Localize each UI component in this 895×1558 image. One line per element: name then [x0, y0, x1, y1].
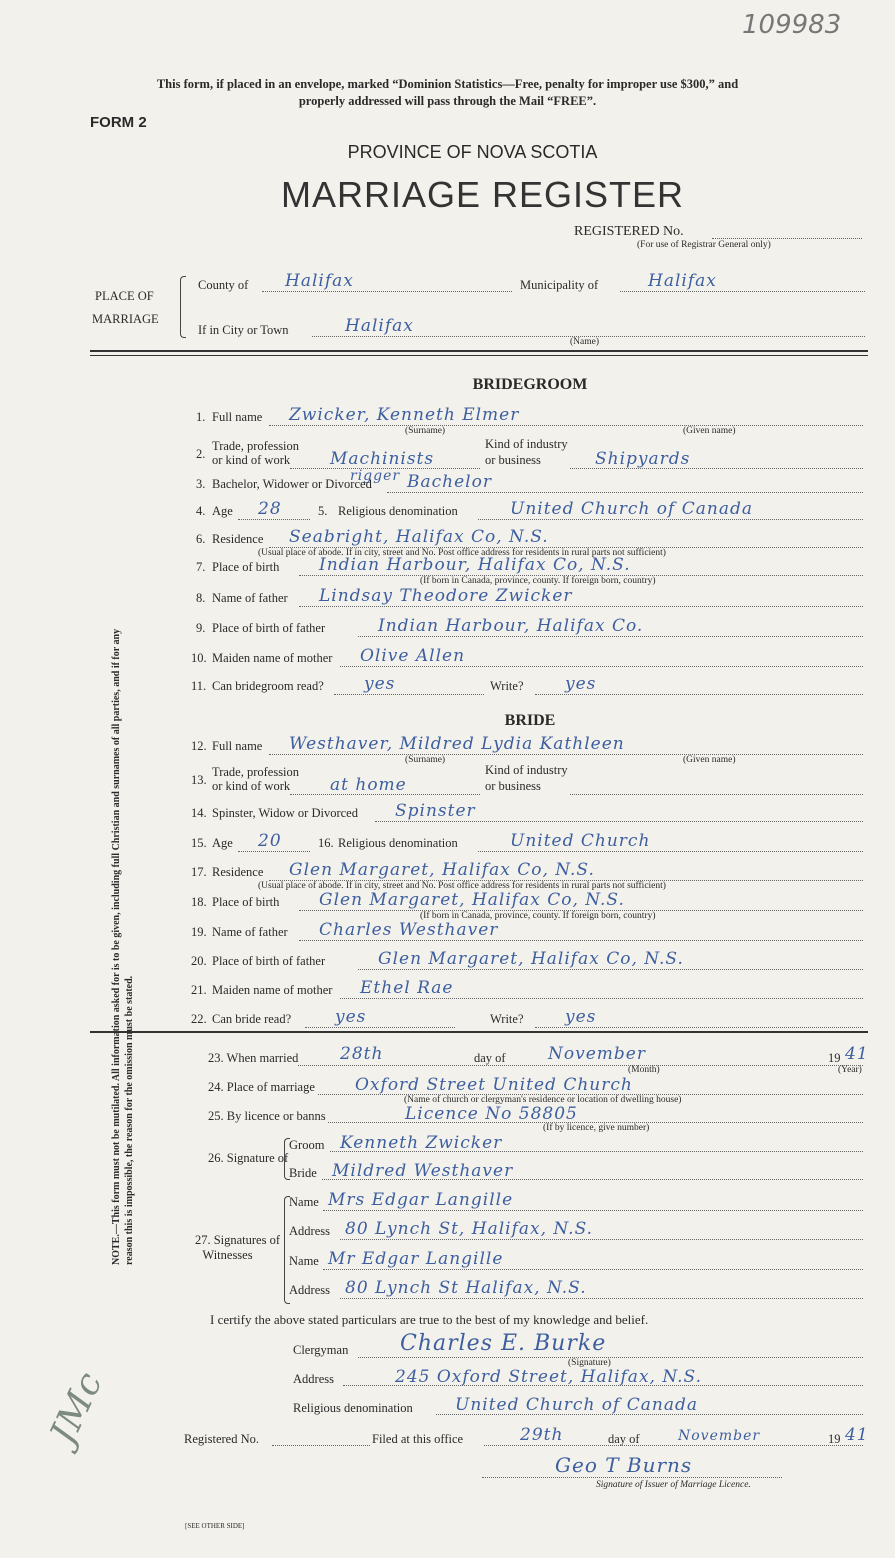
issuer-label: Signature of Issuer of Marriage Licence. [596, 1480, 751, 1490]
denomination-value: United Church [510, 831, 651, 851]
row-value: Zwicker, Kenneth Elmer [289, 405, 520, 425]
row-value: Spinster [395, 801, 476, 821]
witness-name: Mrs Edgar Langille [328, 1190, 514, 1210]
row-number: 8. [196, 591, 206, 605]
page-title: MARRIAGE REGISTER [280, 174, 685, 215]
row-number: 12. [191, 739, 207, 753]
surname-note: (Surname) [405, 426, 446, 436]
row-value: Glen Margaret, Halifax Co, N.S. [289, 860, 595, 880]
filed-label: Filed at this office [372, 1432, 464, 1446]
form-number: FORM 2 [90, 114, 147, 131]
row-label-2: or kind of work [212, 453, 291, 467]
denomination-label: Religious denomination [338, 504, 458, 518]
row-label: Can bride read? [212, 1012, 292, 1026]
row-label: Trade, profession [212, 439, 300, 453]
clergy-denomination-label: Religious denomination [293, 1401, 413, 1415]
row-number: 21. [191, 983, 207, 997]
witness-address-label: Address [289, 1283, 330, 1297]
filed-year: 41 [845, 1425, 869, 1445]
row-number: 16. [318, 836, 334, 850]
see-other-side: [SEE OTHER SIDE] [185, 1522, 245, 1530]
age-value: 20 [258, 831, 282, 851]
registrar-note: (For use of Registrar General only) [637, 240, 771, 250]
witnesses-label: 27. Signatures of [194, 1233, 280, 1247]
clergy-address: 245 Oxford Street, Halifax, N.S. [395, 1367, 702, 1387]
filed-day-of: day of [608, 1432, 640, 1446]
trade-value: Machinists [330, 449, 435, 469]
industry-label-2: or business [485, 453, 541, 467]
row-number: 10. [191, 651, 207, 665]
write-value: yes [565, 674, 597, 694]
notice-line-1: This form, if placed in an envelope, marked “Dominion Statistics—Free, penalty for improper use $300,” and [156, 77, 739, 91]
name-note: (Name) [570, 337, 600, 347]
marriage-day: 28th [340, 1044, 384, 1064]
day-of-label: day of [474, 1051, 506, 1065]
row-value: Lindsay Theodore Zwicker [319, 586, 573, 606]
birth-note: (If born in Canada, province, county. If foreign born, country) [420, 911, 656, 921]
clergyman-signature: Charles E. Burke [400, 1331, 607, 1356]
row-number: 13. [191, 773, 207, 787]
residence-note: (Usual place of abode. If in city, street and No. Post office address for residents in rural parts not sufficient) [258, 881, 666, 891]
municipality-value: Halifax [648, 271, 717, 291]
row-number: 6. [196, 532, 206, 546]
year-prefix: 19 [828, 1051, 841, 1065]
trade-value: at home [330, 775, 407, 795]
groom-label: Groom [289, 1138, 325, 1152]
write-label: Write? [490, 679, 524, 693]
row-value: Seabright, Halifax Co, N.S. [289, 527, 549, 547]
row-number: 17. [191, 865, 207, 879]
side-note: NOTE.—This form must not be mutilated. All information asked for is to be given, including full Christian and surnames of all parties, and if for any reason this is impossible, the reason for the omission must be stated. [111, 628, 135, 1265]
row-label: Full name [212, 410, 263, 424]
row-number: 4. [196, 504, 206, 518]
given-name-note: (Given name) [683, 426, 736, 436]
surname-note: (Surname) [405, 755, 446, 765]
trade-value-2: rigger [350, 468, 401, 484]
given-name-note: (Given name) [683, 755, 736, 765]
row-label: Place of birth of father [212, 621, 326, 635]
municipality-label: Municipality of [520, 278, 599, 292]
witness-name: Mr Edgar Langille [328, 1249, 504, 1269]
industry-value: Shipyards [595, 449, 691, 469]
row-number: 9. [196, 621, 206, 635]
marriage-place: Oxford Street United Church [355, 1075, 633, 1095]
notice-line-2: properly addressed will pass through the Mail “FREE”. [298, 94, 597, 108]
row-value: Indian Harbour, Halifax Co, N.S. [319, 555, 631, 575]
row-number: 11. [191, 679, 207, 693]
row-number: 18. [191, 895, 207, 909]
filed-day: 29th [520, 1425, 564, 1445]
row-number: 20. [191, 954, 207, 968]
when-married-label: 23. When married [208, 1051, 299, 1065]
city-value: Halifax [345, 316, 414, 336]
place-of-marriage-label: PLACE OF [95, 289, 154, 303]
denomination-value: United Church of Canada [510, 499, 753, 519]
registered-no-bottom-label: Registered No. [184, 1432, 259, 1446]
clergy-address-label: Address [293, 1372, 334, 1386]
residence-note: (Usual place of abode. If in city, street and No. Post office address for residents in rural parts not sufficient) [258, 548, 666, 558]
bridegroom-heading: BRIDEGROOM [472, 376, 588, 393]
row-label: Name of father [212, 591, 288, 605]
stamp-number: 109983 [742, 10, 842, 40]
county-label: County of [198, 278, 249, 292]
bride-heading: BRIDE [504, 712, 556, 729]
licence-number: Licence No 58805 [405, 1104, 578, 1124]
filed-month: November [678, 1428, 761, 1444]
row-number: 15. [191, 836, 207, 850]
witness-address: 80 Lynch St, Halifax, N.S. [345, 1219, 594, 1239]
row-label: Name of father [212, 925, 288, 939]
registered-no-label: REGISTERED No. [574, 224, 684, 239]
row-label: Can bridegroom read? [212, 679, 324, 693]
licence-note: (If by licence, give number) [543, 1123, 650, 1133]
witness-address-label: Address [289, 1224, 330, 1238]
certification-statement: I certify the above stated particulars are true to the best of my knowledge and belief. [210, 1312, 649, 1327]
row-number: 5. [318, 504, 328, 518]
clergy-denomination: United Church of Canada [455, 1395, 698, 1415]
row-number: 2. [196, 447, 206, 461]
row-value: Glen Margaret, Halifax Co, N.S. [378, 949, 684, 969]
signature-note: (Signature) [568, 1358, 611, 1368]
row-number: 22. [191, 1012, 207, 1026]
county-value: Halifax [285, 271, 354, 291]
row-label: Residence [212, 532, 264, 546]
clergyman-label: Clergyman [293, 1343, 349, 1357]
row-label-2: or kind of work [212, 779, 291, 793]
row-value: Bachelor [407, 472, 492, 492]
denomination-label: Religious denomination [338, 836, 458, 850]
industry-label: Kind of industry [485, 763, 568, 777]
marriage-month: November [548, 1044, 646, 1064]
row-value: Ethel Rae [360, 978, 454, 998]
row-label: Residence [212, 865, 264, 879]
row-number: 7. [196, 560, 206, 574]
row-label: Place of birth of father [212, 954, 326, 968]
industry-label-2: or business [485, 779, 541, 793]
read-value: yes [335, 1007, 367, 1027]
row-label: Bachelor, Widower or Divorced [212, 477, 372, 491]
row-label: Age [212, 504, 233, 518]
industry-label: Kind of industry [485, 437, 568, 451]
issuer-signature: Geo T Burns [555, 1453, 693, 1477]
witnesses-label-2: Witnesses [202, 1248, 253, 1262]
witness-address: 80 Lynch St Halifax, N.S. [345, 1278, 587, 1298]
marriage-year: 41 [845, 1044, 869, 1064]
row-value: Charles Westhaver [319, 920, 499, 940]
row-label: Maiden name of mother [212, 651, 333, 665]
groom-signature: Kenneth Zwicker [340, 1133, 503, 1153]
signature-of-label: 26. Signature of [208, 1151, 289, 1165]
row-label: Place of birth [212, 895, 280, 909]
write-value: yes [565, 1007, 597, 1027]
bride-signature: Mildred Westhaver [332, 1161, 514, 1181]
birth-note: (If born in Canada, province, county. If foreign born, country) [420, 576, 656, 586]
row-number: 1. [196, 410, 206, 424]
row-label: Full name [212, 739, 263, 753]
margin-initials: JMc [42, 1365, 112, 1451]
place-label: 24. Place of marriage [208, 1080, 315, 1094]
read-value: yes [364, 674, 396, 694]
bride-label: Bride [289, 1166, 317, 1180]
year-note: (Year) [838, 1065, 862, 1075]
row-number: 3. [196, 477, 206, 491]
row-value: Indian Harbour, Halifax Co. [378, 616, 644, 636]
row-label: Place of birth [212, 560, 280, 574]
licence-label: 25. By licence or banns [208, 1109, 326, 1123]
row-label: Maiden name of mother [212, 983, 333, 997]
row-value: Westhaver, Mildred Lydia Kathleen [289, 734, 625, 754]
witness-name-label: Name [289, 1195, 319, 1209]
row-label: Spinster, Widow or Divorced [212, 806, 358, 820]
write-label: Write? [490, 1012, 524, 1026]
month-note: (Month) [628, 1065, 660, 1075]
city-label: If in City or Town [198, 323, 289, 337]
row-value: Glen Margaret, Halifax Co, N.S. [319, 890, 625, 910]
province-heading: PROVINCE OF NOVA SCOTIA [347, 142, 598, 162]
row-label: Age [212, 836, 233, 850]
row-number: 14. [191, 806, 207, 820]
place-note: (Name of church or clergyman's residence or location of dwelling house) [404, 1095, 682, 1105]
row-value: Olive Allen [360, 646, 466, 666]
row-label: Trade, profession [212, 765, 300, 779]
age-value: 28 [258, 499, 282, 519]
row-number: 19. [191, 925, 207, 939]
filed-year-prefix: 19 [828, 1432, 841, 1446]
place-of-marriage-label-2: MARRIAGE [92, 312, 159, 326]
witness-name-label: Name [289, 1254, 319, 1268]
